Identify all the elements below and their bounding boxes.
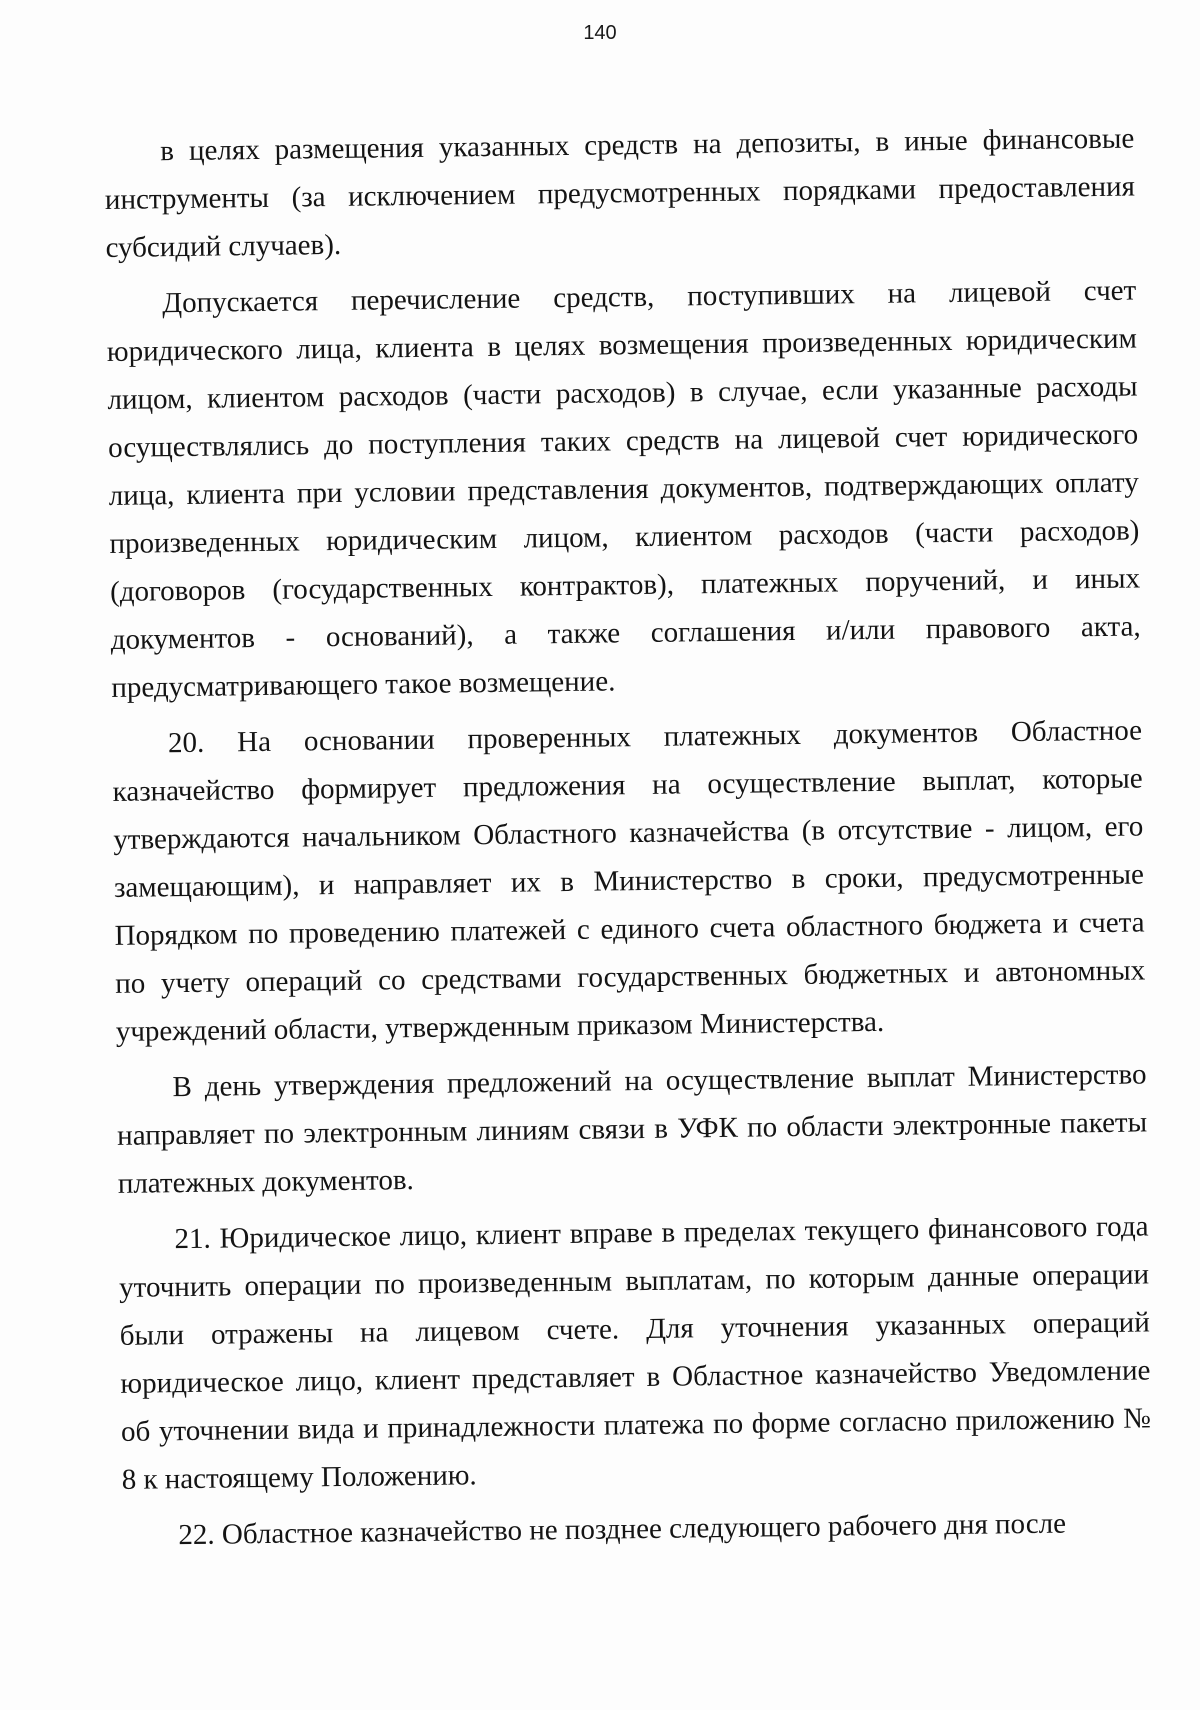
paragraph-ministry-day: В день утверждения предложений на осуществление выплат Министерство направляет по электронным линиям связи в УФК по области электронные пакеты платежных документов. [116, 1058, 1148, 1200]
paragraph-item-20: 20. На основании проверенных платежных документов Областное казначейство формирует предложения на осуществление выплат, которые утверждаются начальником Областного казначейства (в отсутствие - лицом, его замещающим), и направляет их в Министерство в сроки, предусмотренные Порядком по проведению платежей с единого счета областного бюджета и счета по учету операций со средствами государственных бюджетных и автономных учреждений области, утвержденным приказом Министерства. [112, 714, 1146, 1048]
document-body [104, 115, 1153, 1560]
paragraph-item-22: 22. Областное казначейство не позднее следующего рабочего дня после [178, 1507, 1067, 1552]
paragraph-reimbursement: Допускается перечисление средств, поступивших на лицевой счет юридического лица, клиента в целях возмещения произведенных юридическим лицом, клиентом расходов (части расходов) в случае, если указанные расходы осуществлялись до поступления таких средств на лицевой счет юридического лица, клиента при условии представления документов, подтверждающих оплату произведенных юридическим лицом, клиентом расходов (части расходов) (договоров (государственных контрактов), платежных поручений, и иных документов - оснований), а также соглашения и/или правового акта, предусматривающего такое возмещение. [106, 274, 1141, 704]
paragraph-continuation: в целях размещения указанных средств на депозиты, в иные финансовые инструменты (за исключением предусмотренных порядками предоставления субсидий случаев). [104, 122, 1136, 264]
paragraph-item-21: 21. Юридическое лицо, клиент вправе в пределах текущего финансового года уточнить операции по произведенным выплатам, по которым данные операции были отражены на лицевом счете. Для уточнения указанных операций юридическое лицо, клиент представляет в Областное казначейство Уведомление об уточнении вида и принадлежности платежа по форме согласно приложению № 8 к настоящему Положению. [118, 1210, 1152, 1496]
page-number: 140 [583, 22, 617, 44]
